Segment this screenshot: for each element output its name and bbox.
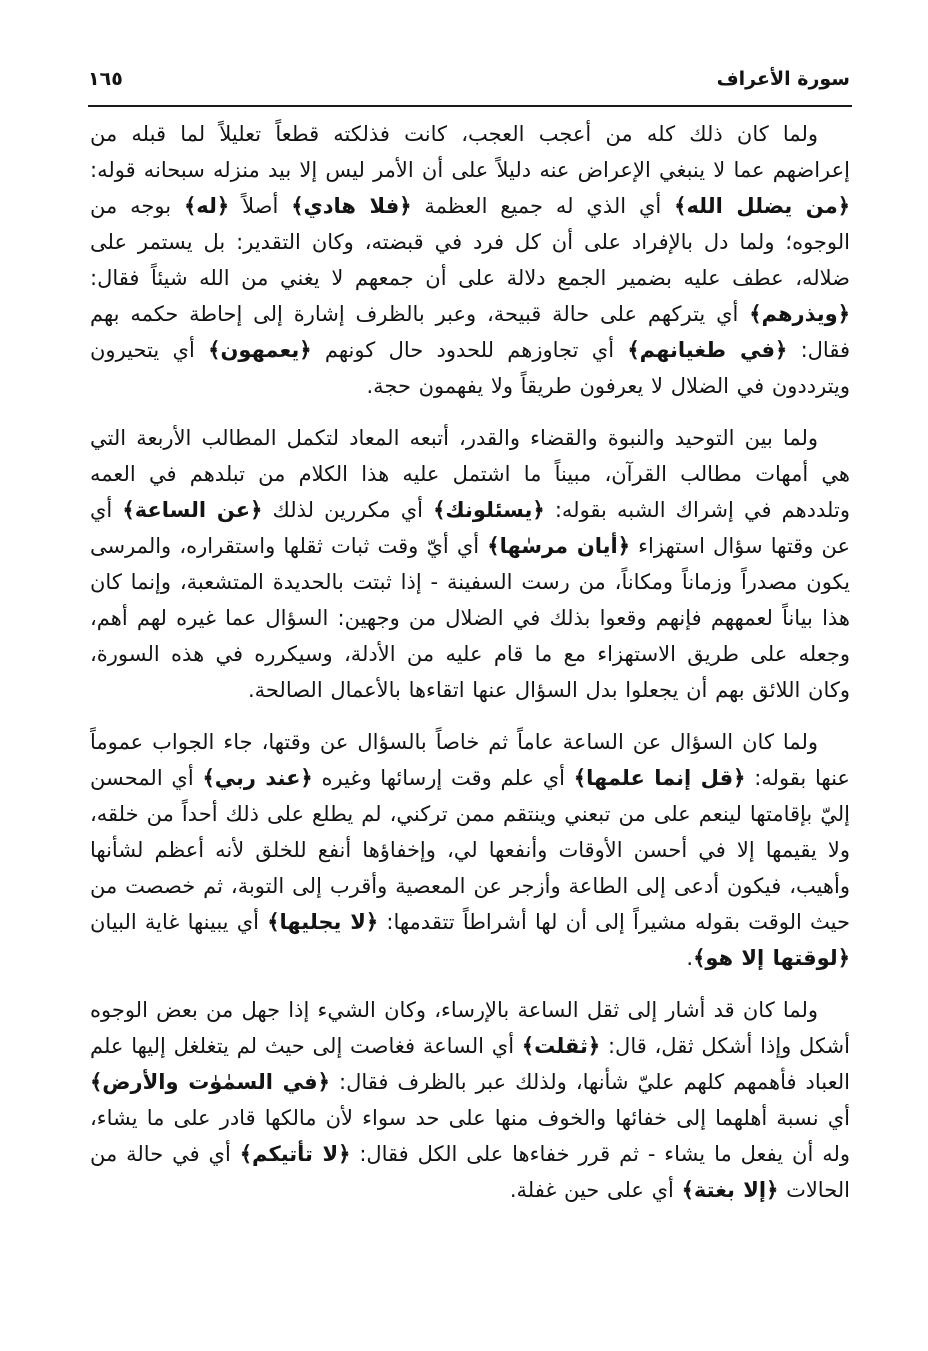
quran-quote: ﴿عن الساعة﴾	[122, 498, 263, 522]
quran-quote: ﴿يعمهون﴾	[208, 338, 312, 362]
paragraph: ولما كان ذلك كله من أعجب العجب، كانت فذلكته قطعاً تعليلاً لما قبله من إعراضهم عما لا ينبغي الإعراض عنه دليلاً على أن الأمر ليس إلا بيد منزله سبحانه قوله: ﴿من يضلل الله﴾ أي الذي له جميع العظمة ﴿فلا هادي﴾ أصلاً ﴿له﴾ بوجه من الوجوه؛ ولما دل بالإفراد على أن كل فرد في قبضته، وكان التقدير: بل يستمر على ضلاله، عطف عليه بضمير الجمع دلالة على أن جمعهم لا يغني من الله شيئاً فقال: ﴿ويذرهم﴾ أي يتركهم على حالة قبيحة، وعبر بالظرف إشارة إلى إحاطة حكمه بهم فقال: ﴿في طغيانهم﴾ أي تجاوزهم للحدود حال كونهم ﴿يعمهون﴾ أي يتحيرون ويترددون في الضلال لا يعرفون طريقاً ولا يفهمون حجة.	[90, 122, 850, 398]
page-number: ١٦٥	[88, 68, 123, 90]
quran-quote: ﴿في السمٰوٰت والأرض﴾	[90, 1070, 330, 1094]
surah-title: سورة الأعراف	[716, 68, 850, 90]
quran-quote: ﴿أيان مرسٰها﴾	[487, 534, 631, 558]
quran-quote: ﴿قل إنما علمها﴾	[573, 766, 746, 790]
quran-quote: ﴿لا يجليها﴾	[267, 910, 379, 934]
quran-quote: ﴿لا تأتيكم﴾	[239, 1142, 351, 1166]
paragraph: ولما كان السؤال عن الساعة عاماً ثم خاصاً بالسؤال عن وقتها، جاء الجواب عموماً عنها بقوله: ﴿قل إنما علمها﴾ أي علم وقت إرسائها وغيره ﴿عند ربي﴾ أي المحسن إليّ بإقامتها لينعم على من تبعني وينتقم ممن تركني، لم يطلع على ذلك أحداً من خلقه، ولا يقيمها إلا في أحسن الأوقات وأنفعها لي، وإخفاؤها أنفع للخلق لأنه أعظم لشأنها وأهيب، فيكون أدعى إلى الطاعة وأزجر عن المعصية وأقرب إلى التوبة، ثم خصصت من حيث الوقت بقوله مشيراً إلى أن لها أشراطاً تتقدمها: ﴿لا يجليها﴾ أي يبينها غاية البيان ﴿لوقتها إلا هو﴾.	[90, 730, 850, 970]
quran-quote: ﴿يسئلونك﴾	[433, 498, 545, 522]
quran-quote: ﴿فلا هادي﴾	[291, 194, 412, 218]
quran-quote: ﴿من يضلل الله﴾	[674, 194, 850, 218]
quran-quote: ﴿ويذرهم﴾	[749, 302, 850, 326]
quran-quote: ﴿في طغيانهم﴾	[627, 338, 788, 362]
page-body	[90, 116, 850, 1326]
header-rule	[88, 105, 852, 107]
quran-quote: ﴿إلا بغتة﴾	[681, 1178, 779, 1202]
quran-quote: ﴿له﴾	[183, 194, 230, 218]
quran-quote: ﴿لوقتها إلا هو﴾	[693, 946, 850, 970]
paragraph: ولما بين التوحيد والنبوة والقضاء والقدر، أتبعه المعاد لتكمل المطالب الأربعة التي هي أمهات مطالب القرآن، مبيناً ما اشتمل عليه هذا الكلام من تبلدهم في العمه وتلددهم في إشراك الشبه بقوله: ﴿يسئلونك﴾ أي مكررين لذلك ﴿عن الساعة﴾ أي عن وقتها سؤال استهزاء ﴿أيان مرسٰها﴾ أي أيّ وقت ثبات ثقلها واستقراره، والمرسى يكون مصدراً وزماناً ومكاناً، من رست السفينة - إذا ثبتت بالحديدة المتشعبة، وإنما كان هذا بياناً لعمههم فإنهم وقعوا بذلك في الضلال من وجهين: السؤال عما غيره لهم أهم، وجعله على طريق الاستهزاء مع ما قام عليه من الأدلة، وسيكرره في هذه السورة، وكان اللائق بهم أن يجعلوا بدل السؤال عنها اتقاءها بالأعمال الصالحة.	[90, 426, 850, 702]
quran-quote: ﴿ثقلت﴾	[521, 1034, 601, 1058]
quran-quote: ﴿عند ربي﴾	[202, 766, 313, 790]
paragraph: ولما كان قد أشار إلى ثقل الساعة بالإرساء، وكان الشيء إذا جهل من بعض الوجوه أشكل وإذا أشكل ثقل، قال: ﴿ثقلت﴾ أي الساعة فغاصت إلى حيث لم يتغلغل إليها علم العباد فأهمهم كلهم عليّ شأنها، ولذلك عبر بالظرف فقال: ﴿في السمٰوٰت والأرض﴾ أي نسبة أهلهما إلى خفائها والخوف منها على حد سواء لأن مالكها قادر على ما يشاء، وله أن يفعل ما يشاء - ثم قرر خفاءها على الكل فقال: ﴿لا تأتيكم﴾ أي في حالة من الحالات ﴿إلا بغتة﴾ أي على حين غفلة.	[90, 998, 850, 1202]
page-header	[88, 62, 850, 102]
